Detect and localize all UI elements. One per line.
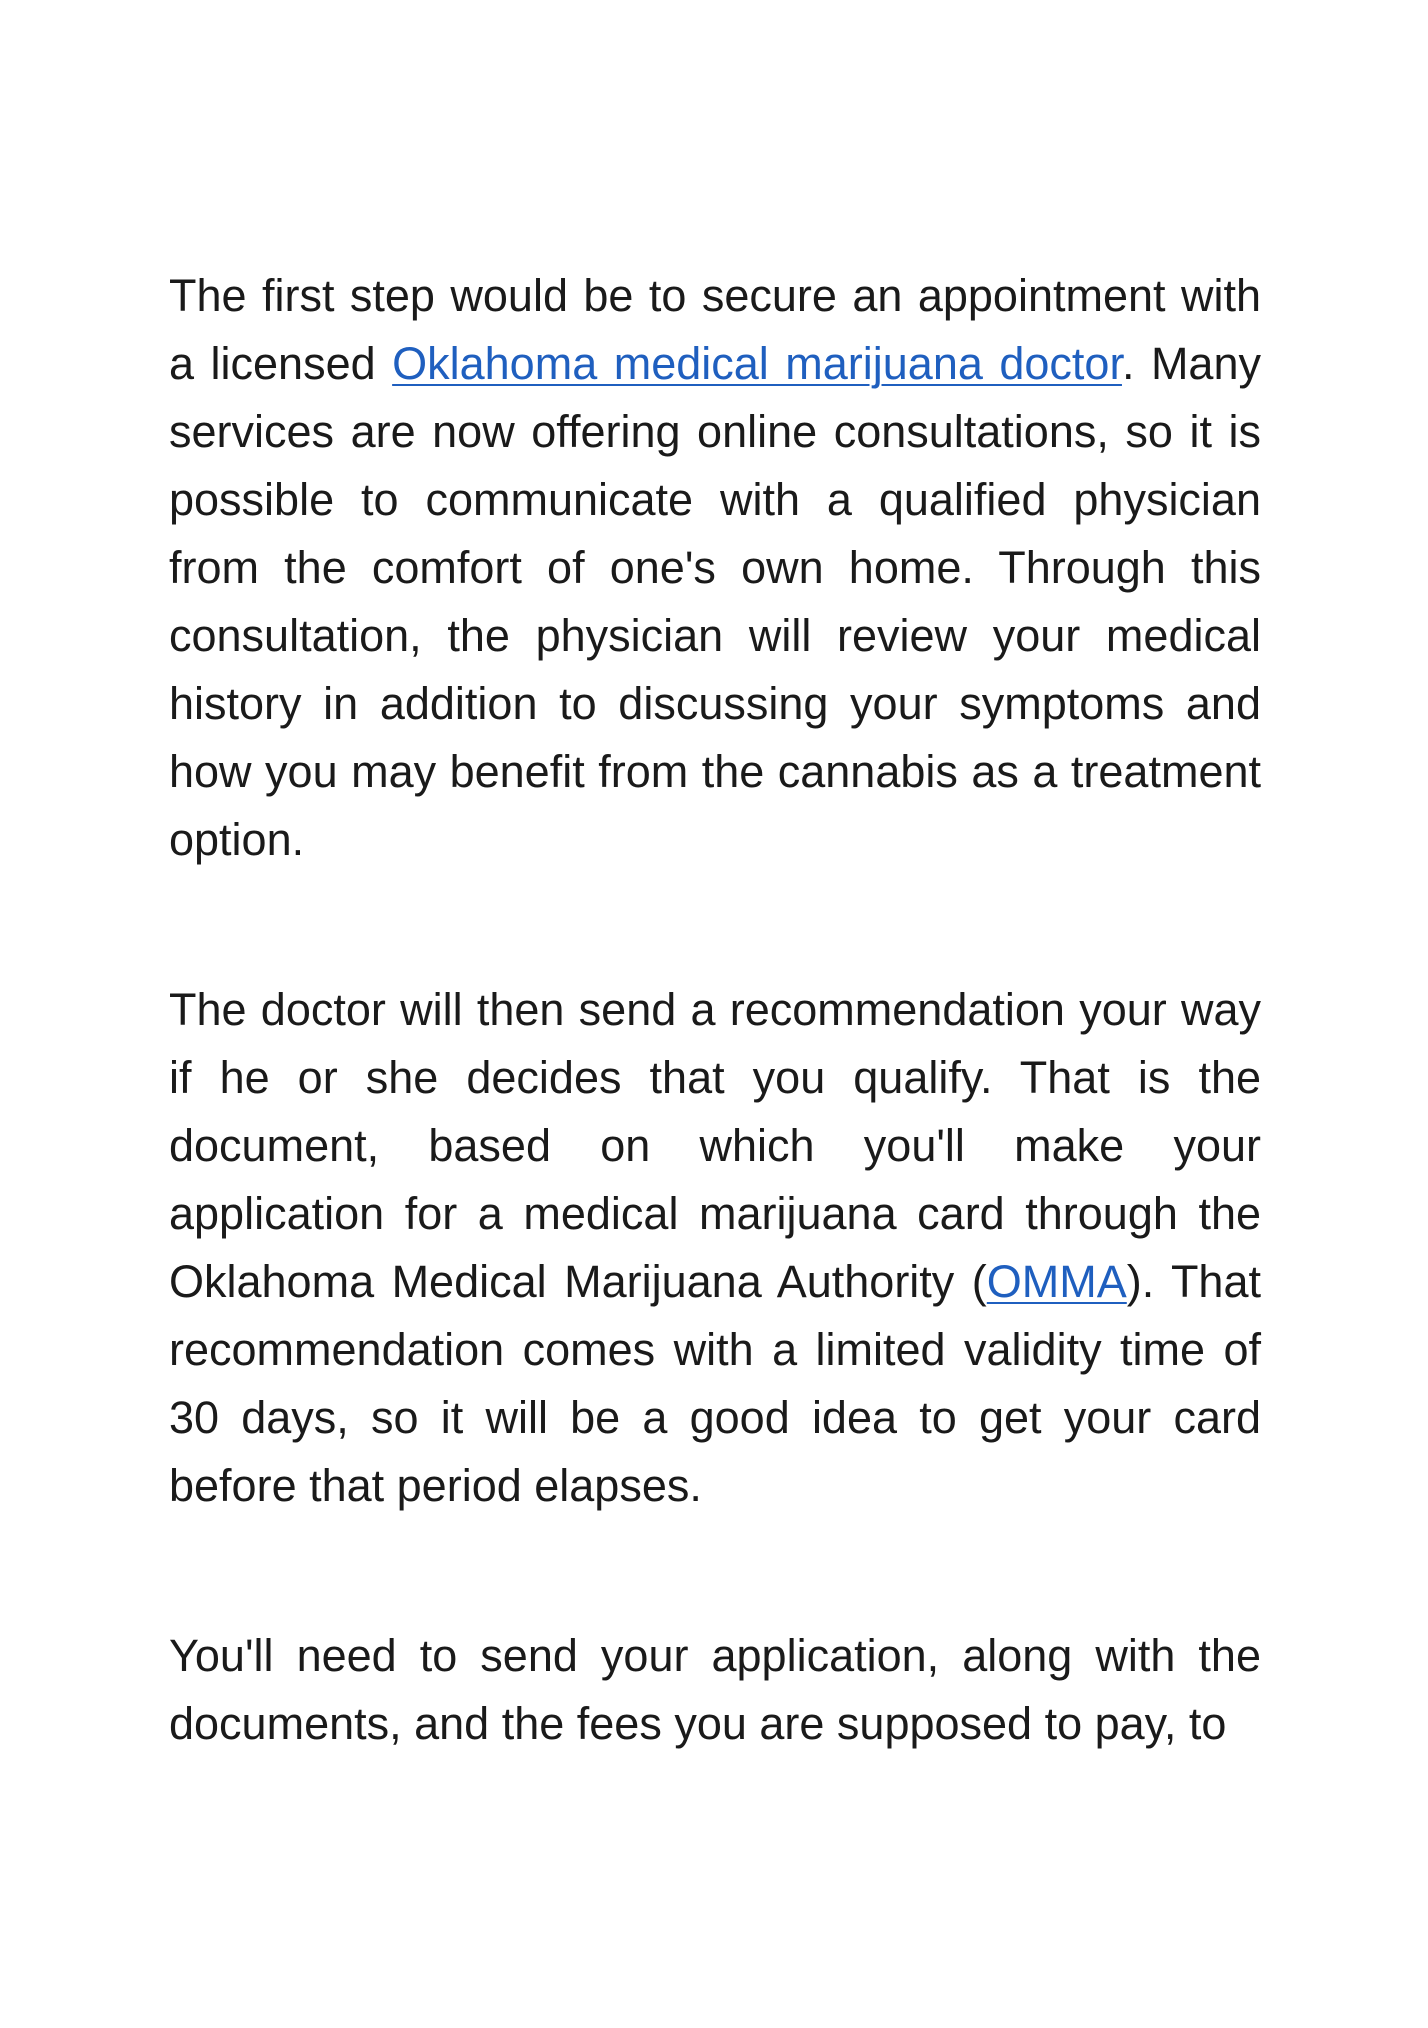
- paragraph-text: The first step would be to secure an appointment with a licensed: [169, 270, 1261, 389]
- paragraph-recommendation: [169, 976, 1261, 1520]
- document-body: [169, 262, 1261, 1758]
- link-oklahoma-medical-marijuana-doctor[interactable]: Oklahoma medical marijuana doctor: [392, 338, 1122, 389]
- paragraph-application: [169, 1622, 1261, 1758]
- link-omma[interactable]: OMMA: [986, 1256, 1127, 1307]
- paragraph-text: The doctor will then send a recommendation your way if he or she decides that you qualify. That is the document, based on which you'll make your application for a medical marijuana card through the Oklahoma Medical Marijuana Authority (: [169, 984, 1261, 1307]
- paragraph-text: . Many services are now offering online consultations, so it is possible to communicate with a qualified physician from the comfort of one's own home. Through this consultation, the physician will review your medical history in addition to discussing your symptoms and how you may benefit from the cannabis as a treatment option.: [169, 338, 1261, 865]
- paragraph-text: ). That recommendation comes with a limited validity time of 30 days, so it will be a good idea to get your card before that period elapses.: [169, 1256, 1261, 1511]
- paragraph-appointment: [169, 262, 1261, 874]
- paragraph-text: You'll need to send your application, along with the documents, and the fees you are supposed to pay, to: [169, 1630, 1261, 1749]
